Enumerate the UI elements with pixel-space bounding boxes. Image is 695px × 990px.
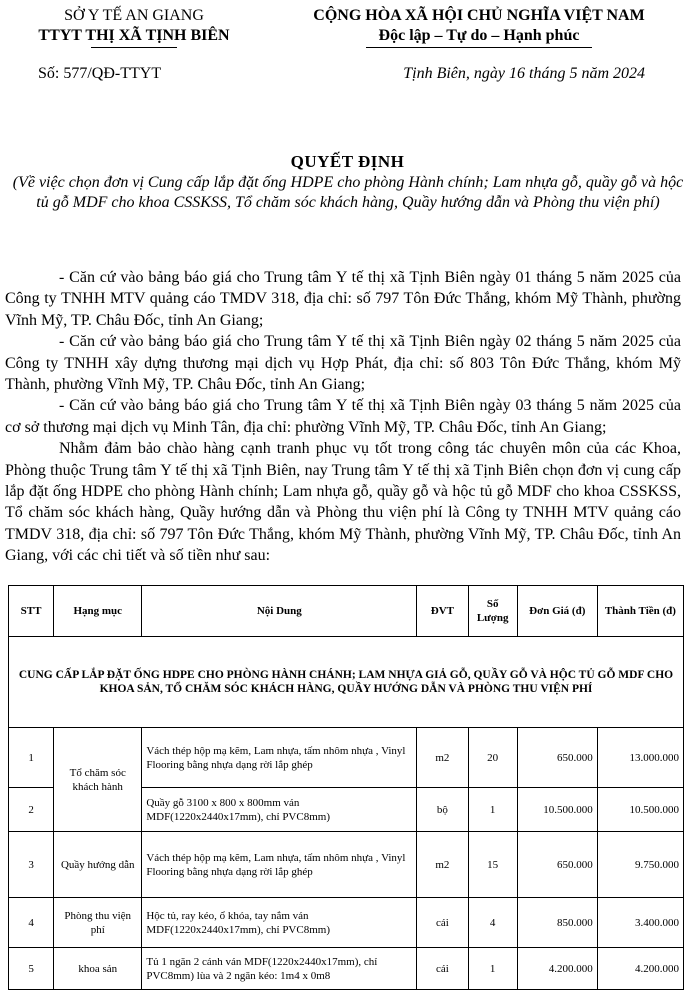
section-title: CUNG CẤP LẮP ĐẶT ỐNG HDPE CHO PHÒNG HÀNH CHÁNH; LAM NHỰA GIẢ GỖ, QUẦY GỖ VÀ HỘC TỦ GỖ MDF CHO KHOA SẢN, TỔ CHĂM SÓC KHÁCH HÀNG, QUẦY HƯỚNG DẪN VÀ PHÒNG THU VIỆN PHÍ bbox=[9, 637, 684, 728]
cell-total: 13.000.000 bbox=[597, 728, 683, 788]
table-row bbox=[9, 832, 684, 898]
agency-name: TTYT THỊ XÃ TỊNH BIÊN bbox=[38, 27, 230, 44]
paragraph: Nhằm đảm bảo chào hàng cạnh tranh phục vụ tốt trong công tác chuyên môn của các Khoa, Phòng thuộc Trung tâm Y tế thị xã Tịnh Biên, nay Trung tâm Y tế thị xã Tịnh Biên chọn đơn vị cung cấp lắp đặt ống HDPE cho phòng Hành chính; Lam nhựa gỗ, quầy gỗ và hộc tủ gỗ MDF cho khoa CSSKSS, Tổ chăm sóc khách hàng, Quầy hướng dẫn và Phòng thu viện phí là Công ty TNHH MTV quảng cáo TMDV 318, địa chỉ: số 797 Tôn Đức Thắng, khóm Mỹ Thành, phường Vĩnh Mỹ, TP. Châu Đốc, tỉnh An Giang, với các chi tiết và số tiền như sau: bbox=[5, 440, 681, 565]
cell-content: Tủ 1 ngăn 2 cánh ván MDF(1220x2440x17mm), chỉ PVC8mm) lùa và 2 ngăn kéo: 1m4 x 0m8 bbox=[142, 948, 417, 990]
cell-price: 850.000 bbox=[517, 898, 597, 948]
cell-price: 650.000 bbox=[517, 728, 597, 788]
cell-price: 4.200.000 bbox=[517, 948, 597, 990]
divider bbox=[366, 47, 592, 48]
cell-content: Quầy gỗ 3100 x 800 x 800mm ván MDF(1220x2440x17mm), chỉ PVC8mm) bbox=[142, 788, 417, 832]
cell-stt: 2 bbox=[9, 788, 54, 832]
motto: Độc lập – Tự do – Hạnh phúc bbox=[378, 27, 580, 44]
cell-unit: m2 bbox=[417, 832, 468, 898]
cell-item: Quầy hướng dẫn bbox=[54, 832, 142, 898]
cell-item: khoa sản bbox=[54, 948, 142, 990]
cell-unit: cái bbox=[417, 898, 468, 948]
cell-item: Tổ chăm sóc khách hành bbox=[54, 728, 142, 832]
header-item: Hạng mục bbox=[54, 586, 142, 637]
paragraph: - Căn cứ vào bảng báo giá cho Trung tâm Y tế thị xã Tịnh Biên ngày 02 tháng 5 năm 2025 của Công ty TNHH xây dựng thương mại dịch vụ Hợp Phát, địa chỉ: số 803 Tôn Đức Thắng, khóm Mỹ Thành, phường Vĩnh Mỹ, TP. Châu Đốc, tỉnh An Giang; bbox=[5, 333, 681, 394]
document-body bbox=[5, 267, 681, 567]
table-row bbox=[9, 948, 684, 990]
cell-item: Phòng thu viện phí bbox=[54, 898, 142, 948]
cell-qty: 4 bbox=[468, 898, 517, 948]
section-row bbox=[9, 637, 684, 728]
table-row bbox=[9, 728, 684, 788]
cell-content: Vách thép hộp mạ kẽm, Lam nhựa, tấm nhôm nhựa , Vinyl Flooring bằng nhựa dạng rời lắp ghép bbox=[142, 728, 417, 788]
cell-stt: 1 bbox=[9, 728, 54, 788]
table-row bbox=[9, 898, 684, 948]
cell-total: 10.500.000 bbox=[597, 788, 683, 832]
header-unit: ĐVT bbox=[417, 586, 468, 637]
cell-content: Vách thép hộp mạ kẽm, Lam nhựa, tấm nhôm nhựa , Vinyl Flooring bằng nhựa dạng rời lắp ghép bbox=[142, 832, 417, 898]
table-header-row bbox=[9, 586, 684, 637]
paragraph: - Căn cứ vào bảng báo giá cho Trung tâm Y tế thị xã Tịnh Biên ngày 03 tháng 5 năm 2025 của cơ sở thương mại dịch vụ Minh Tân, địa chỉ: phường Vĩnh Mỹ, TP. Châu Đốc, tỉnh An Giang; bbox=[5, 397, 681, 436]
header-right bbox=[270, 6, 688, 48]
items-table bbox=[8, 585, 684, 990]
header-total: Thành Tiền (đ) bbox=[597, 586, 683, 637]
divider bbox=[91, 47, 177, 48]
cell-stt: 3 bbox=[9, 832, 54, 898]
paragraph: - Căn cứ vào bảng báo giá cho Trung tâm Y tế thị xã Tịnh Biên ngày 01 tháng 5 năm 2025 của Công ty TNHH MTV quảng cáo TMDV 318, địa chỉ: số 797 Tôn Đức Thắng, khóm Mỹ Thành, phường Vĩnh Mỹ, TP. Châu Đốc, tỉnh An Giang; bbox=[5, 269, 681, 329]
cell-total: 3.400.000 bbox=[597, 898, 683, 948]
country-name: CỘNG HÒA XÃ HỘI CHỦ NGHĨA VIỆT NAM bbox=[313, 7, 645, 24]
cell-stt: 4 bbox=[9, 898, 54, 948]
cell-stt: 5 bbox=[9, 948, 54, 990]
cell-qty: 20 bbox=[468, 728, 517, 788]
header-stt: STT bbox=[9, 586, 54, 637]
cell-unit: bộ bbox=[417, 788, 468, 832]
header-content: Nội Dung bbox=[142, 586, 417, 637]
cell-content: Hộc tủ, ray kéo, ổ khóa, tay nắm ván MDF(1220x2440x17mm), chỉ PVC8mm) bbox=[142, 898, 417, 948]
cell-unit: cái bbox=[417, 948, 468, 990]
place-date: Tịnh Biên, ngày 16 tháng 5 năm 2024 bbox=[403, 65, 645, 82]
document-subtitle: (Về việc chọn đơn vị Cung cấp lắp đặt ống HDPE cho phòng Hành chính; Lam nhựa gỗ, quầy gỗ và hộc tủ gỗ MDF cho khoa CSSKSS, Tổ chăm sóc khách hàng, Quầy hướng dẫn và Phòng thu viện phí) bbox=[12, 174, 684, 211]
header-price: Đơn Giá (đ) bbox=[517, 586, 597, 637]
document-title: QUYẾT ĐỊNH bbox=[290, 152, 405, 171]
cell-price: 10.500.000 bbox=[517, 788, 597, 832]
header-left bbox=[14, 6, 254, 48]
cell-qty: 15 bbox=[468, 832, 517, 898]
cell-unit: m2 bbox=[417, 728, 468, 788]
document-number: Số: 577/QĐ-TTYT bbox=[38, 65, 162, 82]
cell-qty: 1 bbox=[468, 788, 517, 832]
cell-qty: 1 bbox=[468, 948, 517, 990]
cell-price: 650.000 bbox=[517, 832, 597, 898]
cell-total: 4.200.000 bbox=[597, 948, 683, 990]
cell-total: 9.750.000 bbox=[597, 832, 683, 898]
ministry-name: SỞ Y TẾ AN GIANG bbox=[64, 7, 204, 24]
header-qty: Số Lượng bbox=[468, 586, 517, 637]
